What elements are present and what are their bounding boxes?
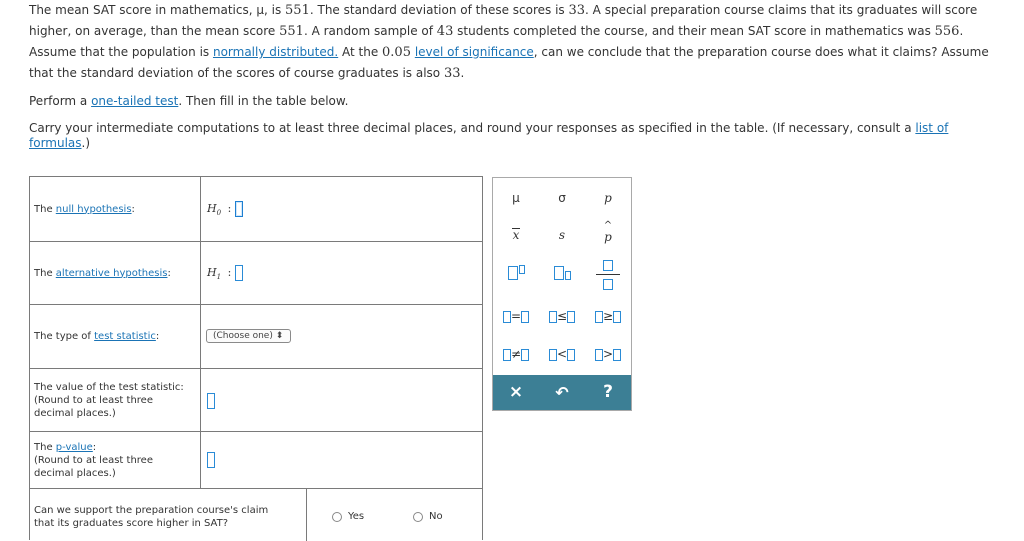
support-claim-question (34, 504, 304, 530)
text: The value of the test statistic: (34, 381, 184, 393)
alternative-hypothesis-label (30, 242, 201, 304)
population-mean: 551 (285, 3, 310, 18)
palette-p[interactable] (585, 191, 631, 205)
palette-less-than[interactable] (539, 347, 585, 361)
palette-less-equal[interactable] (539, 309, 585, 323)
row-test-statistic-value (30, 369, 482, 432)
text: The (34, 267, 56, 279)
carry-instruction (29, 121, 1009, 151)
box-icon (613, 311, 621, 323)
link-one-tailed-test[interactable]: one-tailed test (91, 94, 179, 108)
p-value-label (30, 432, 201, 488)
box-icon (503, 311, 511, 323)
box-icon (549, 311, 557, 323)
subscript: 0 (216, 209, 222, 218)
population-sd: 33 (568, 3, 586, 18)
palette-fraction[interactable] (585, 258, 631, 291)
text: . (460, 66, 465, 80)
link-level-of-significance[interactable]: level of significance (414, 45, 534, 59)
mu-symbol: μ (256, 3, 264, 17)
row-test-statistic-type (30, 305, 482, 369)
symbol-palette (492, 177, 632, 411)
subscript-box-icon (565, 271, 571, 280)
palette-superscript[interactable] (493, 265, 539, 280)
clear-button[interactable] (493, 375, 539, 410)
text: Carry your intermediate computations to at least three decimal places, and round your responses as specified in the table. (If necessary, consult a (29, 121, 916, 135)
undo-icon: ↶ (555, 383, 569, 402)
radio-no[interactable] (413, 511, 443, 522)
link-test-statistic[interactable]: test statistic (94, 331, 156, 342)
fraction-bar-icon (596, 274, 620, 275)
text: students completed the course, and their mean SAT score in mathematics was (453, 24, 935, 38)
symbol: σ (558, 191, 566, 205)
text: : (131, 203, 135, 215)
palette-greater-than[interactable] (585, 347, 631, 361)
hat-icon: ^ (603, 220, 613, 231)
text: The (34, 441, 56, 453)
text: (Round to at least three (34, 394, 153, 406)
null-hypothesis-cell (201, 177, 482, 241)
alpha-value: 0.05 (382, 45, 411, 60)
text: : (167, 267, 171, 279)
help-button[interactable] (585, 375, 631, 410)
radio-yes[interactable] (332, 511, 364, 522)
help-icon: ? (603, 382, 613, 402)
subscript: 1 (216, 273, 222, 282)
text: higher, on average, than the mean score (29, 24, 280, 38)
text: , can we conclude that the preparation course does what it claims? Assume (533, 45, 989, 59)
text: . A special preparation course claims that its graduates will score (585, 3, 978, 17)
test-statistic-select[interactable]: (Choose one) ⬍ (206, 329, 291, 343)
palette-xbar[interactable] (493, 228, 539, 242)
row-p-value (30, 432, 482, 489)
perform-instruction (29, 94, 348, 109)
text: : (155, 331, 160, 342)
text: The mean SAT score in mathematics, (29, 3, 257, 17)
palette-not-equal[interactable] (493, 347, 539, 361)
null-hypothesis-label (30, 177, 201, 241)
text: that its graduates score higher in SAT? (34, 518, 229, 529)
sample-mean: 556 (934, 24, 960, 39)
alternative-hypothesis-input[interactable] (235, 265, 243, 281)
close-icon: × (508, 382, 524, 402)
text: . The standard deviation of these scores is (309, 3, 569, 17)
sample-size: 43 (436, 24, 454, 39)
symbol: ≤ (556, 309, 568, 323)
text: decimal places.) (34, 407, 116, 419)
text: that the standard deviation of the scores of course graduates is also (29, 66, 444, 80)
palette-equals[interactable] (493, 309, 539, 323)
undo-button[interactable] (539, 375, 585, 410)
radio-circle-icon[interactable] (332, 512, 342, 522)
text: Perform a (29, 94, 92, 108)
text: . A random sample of (303, 24, 437, 38)
text: . (959, 24, 964, 38)
palette-s[interactable] (539, 228, 585, 242)
h-symbol: H (207, 202, 217, 215)
box-icon (521, 311, 529, 323)
symbol: ≥ (602, 309, 614, 323)
denominator-box-icon (603, 279, 613, 290)
null-hypothesis-input[interactable] (235, 201, 243, 217)
divider (306, 489, 307, 541)
exponent-box-icon (519, 265, 525, 274)
box-icon (567, 349, 575, 361)
text: The (34, 203, 56, 215)
link-list-of[interactable]: list of (915, 121, 949, 135)
p-value-input[interactable] (207, 452, 215, 468)
text: Can we support the preparation course's claim (34, 505, 269, 516)
row-support-claim (30, 489, 482, 541)
text: Assume that the population is (29, 45, 213, 59)
p-value-cell (201, 432, 482, 488)
symbol: x (512, 228, 520, 242)
link-alternative-hypothesis[interactable]: alternative hypothesis (55, 267, 168, 279)
population-sd: 33 (443, 66, 461, 81)
palette-action-bar (493, 375, 631, 410)
symbol: s (558, 228, 566, 242)
symbol: < (556, 347, 568, 361)
symbol: p (604, 191, 612, 205)
symbol: p (604, 230, 612, 244)
base-box-icon (508, 266, 518, 280)
row-null-hypothesis (30, 177, 482, 242)
link-normally-distributed[interactable]: normally distributed. (212, 45, 339, 59)
link-p-value[interactable]: p-value (55, 441, 93, 453)
text: decimal places.) (34, 467, 116, 479)
symbol: ≠ (510, 347, 522, 361)
answer-table (29, 176, 483, 540)
test-statistic-type-label (30, 305, 201, 368)
palette-greater-equal[interactable] (585, 309, 631, 323)
h1-expression (207, 265, 243, 281)
test-statistic-value-cell (201, 369, 482, 431)
text: (Round to at least three (34, 454, 153, 466)
text: At the (338, 45, 383, 59)
palette-mu[interactable] (493, 191, 539, 205)
text: , is (264, 3, 286, 17)
box-icon (521, 349, 529, 361)
colon: : (227, 266, 232, 279)
box-icon (503, 349, 511, 361)
numerator-box-icon (603, 260, 613, 271)
text: : (92, 441, 97, 453)
row-alternative-hypothesis (30, 242, 482, 305)
palette-sigma[interactable] (539, 191, 585, 205)
link-formulas[interactable]: formulas (29, 136, 82, 150)
h-symbol: H (207, 266, 217, 279)
test-statistic-type-cell (201, 305, 482, 368)
box-icon (595, 311, 603, 323)
alternative-hypothesis-cell (201, 242, 482, 304)
box-icon (595, 349, 603, 361)
link-null-hypothesis[interactable]: null hypothesis (55, 203, 132, 215)
radio-circle-icon[interactable] (413, 512, 423, 522)
symbol: μ (512, 191, 520, 205)
box-icon (613, 349, 621, 361)
population-mean: 551 (279, 24, 304, 39)
symbol: = (510, 309, 522, 323)
radio-label: Yes (348, 511, 365, 522)
box-icon (549, 349, 557, 361)
radio-label: No (429, 511, 443, 522)
test-statistic-value-input[interactable] (207, 393, 215, 409)
symbol: > (602, 347, 614, 361)
palette-phat[interactable] (585, 222, 631, 244)
h0-expression (207, 201, 243, 217)
colon: : (227, 202, 232, 215)
base-box-icon (554, 266, 564, 280)
palette-subscript[interactable] (539, 265, 585, 280)
test-statistic-value-label (30, 369, 201, 431)
text: The type of (34, 331, 95, 342)
box-icon (567, 311, 575, 323)
text: .) (81, 136, 91, 150)
text: . Then fill in the table below. (178, 94, 349, 108)
